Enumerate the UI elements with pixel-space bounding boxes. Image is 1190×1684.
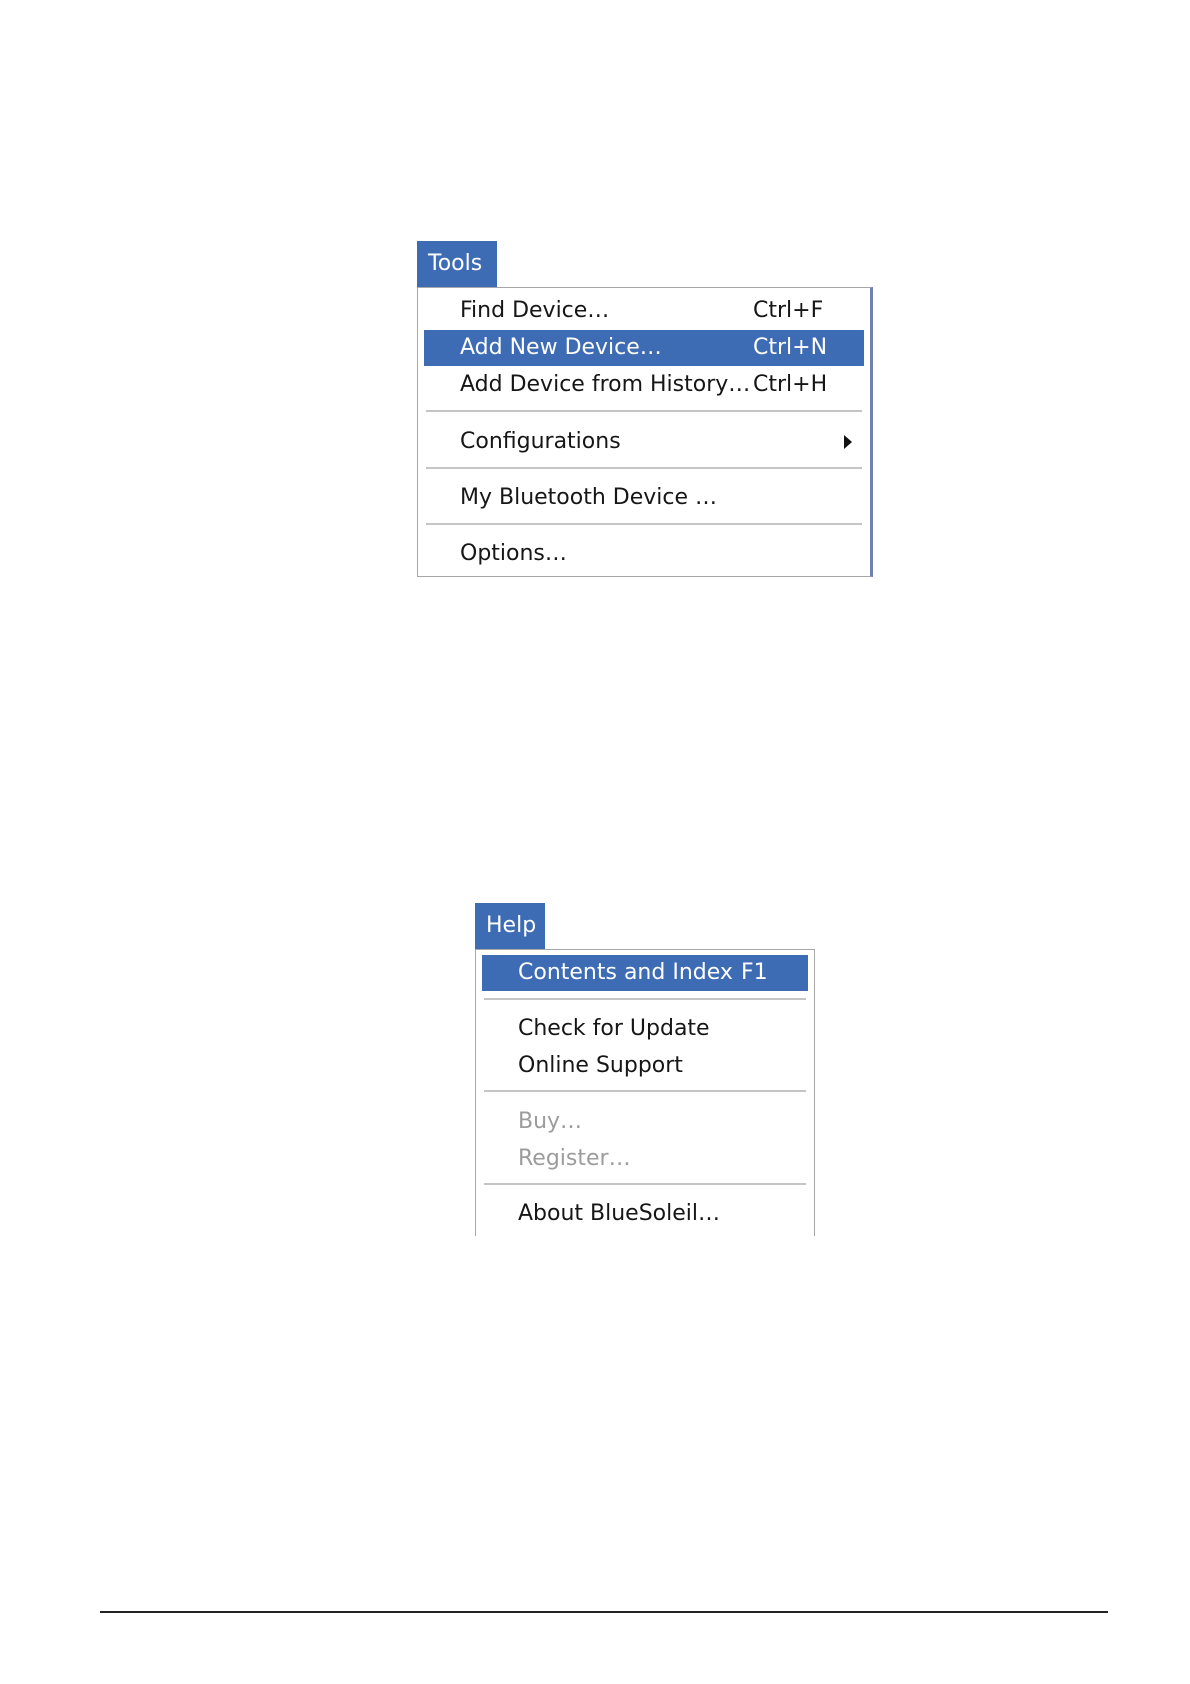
menu-item-label: Check for Update — [518, 1016, 710, 1041]
menu-item-label: Add Device from History… — [460, 372, 751, 397]
menu-separator — [484, 1183, 806, 1185]
footer-divider — [100, 1611, 1108, 1613]
menu-item-add-new-device[interactable] — [424, 330, 864, 366]
menu-item-online-support[interactable] — [482, 1048, 808, 1084]
menu-item-add-device-from-history[interactable] — [424, 367, 864, 403]
menu-separator — [426, 410, 862, 412]
menu-item-label: Register… — [518, 1146, 631, 1171]
menu-item-shortcut: Ctrl+F — [753, 298, 824, 323]
menu-item-label: Contents and Index — [518, 960, 733, 985]
menu-separator — [426, 523, 862, 525]
menu-item-label: Find Device… — [460, 298, 610, 323]
menu-item-label: Configurations — [460, 429, 621, 454]
menu-item-label: About BlueSoleil… — [518, 1201, 721, 1226]
menu-item-options[interactable] — [424, 536, 864, 572]
menu-item-configurations[interactable] — [424, 424, 864, 460]
menu-item-register — [482, 1141, 808, 1177]
menu-item-shortcut: Ctrl+N — [753, 335, 828, 360]
menu-item-label: Options… — [460, 541, 567, 566]
menu-separator — [484, 1090, 806, 1092]
submenu-arrow-icon — [844, 435, 852, 449]
menu-item-about-bluesoleil[interactable] — [482, 1196, 808, 1232]
tools-menu-panel — [417, 287, 873, 577]
help-menu-panel — [475, 949, 815, 1236]
menu-item-contents-and-index[interactable] — [482, 955, 808, 991]
menu-item-buy — [482, 1104, 808, 1140]
menu-item-shortcut: Ctrl+H — [753, 372, 828, 397]
menu-item-my-bluetooth-device[interactable] — [424, 480, 864, 516]
tools-menu-title[interactable]: Tools — [417, 241, 497, 287]
menu-separator — [484, 998, 806, 1000]
menu-item-label: Add New Device… — [460, 335, 662, 360]
help-menu-title[interactable]: Help — [475, 903, 545, 949]
menu-item-label: My Bluetooth Device … — [460, 485, 718, 510]
menu-item-check-for-update[interactable] — [482, 1011, 808, 1047]
menu-item-find-device[interactable] — [424, 293, 864, 329]
menu-item-shortcut: F1 — [741, 960, 768, 985]
menu-item-label: Buy… — [518, 1109, 583, 1134]
menu-item-label: Online Support — [518, 1053, 683, 1078]
menu-separator — [426, 467, 862, 469]
